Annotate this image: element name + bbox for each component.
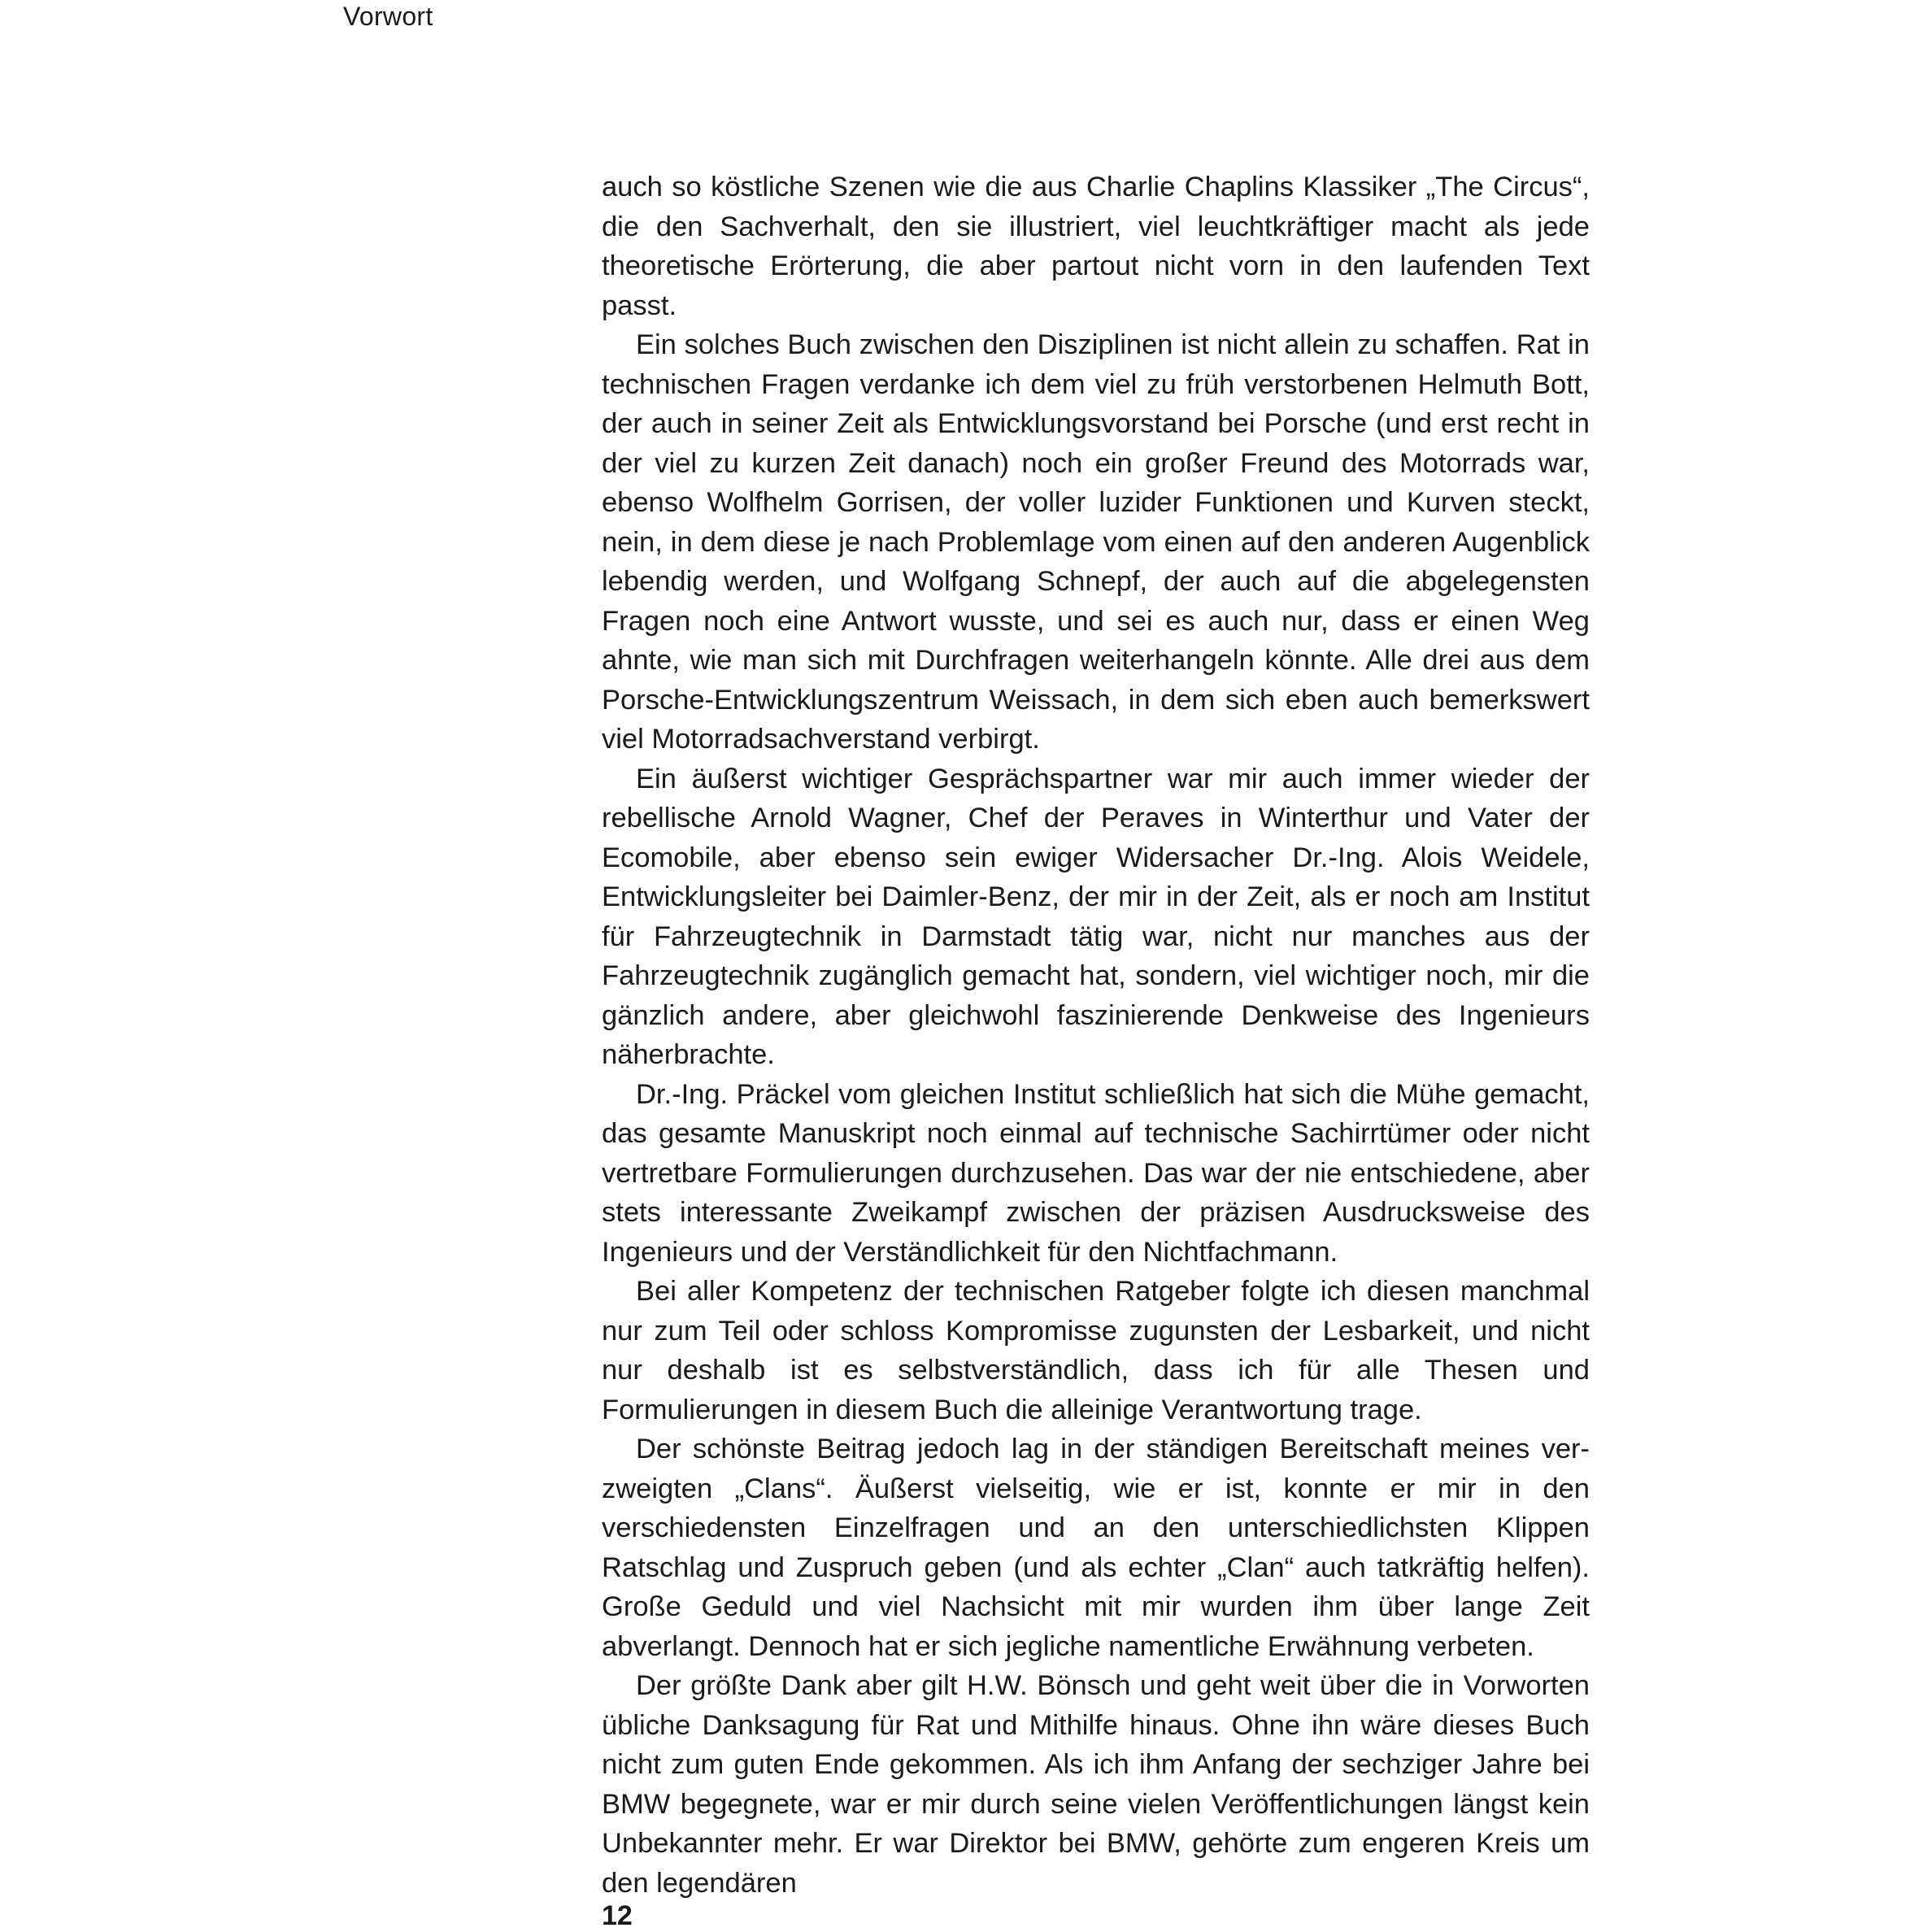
body-text: [602, 168, 1590, 1903]
page-number: 12: [602, 1900, 633, 1931]
running-head: Vorwort: [343, 2, 433, 31]
paragraph: Ein solches Buch zwischen den Disziplinen ist nicht allein zu schaffen. Rat in technischen Fragen verdanke ich dem viel zu früh verstorbenen Helmuth Bott, der auch in seiner Zeit als Entwicklungsvorstand bei Porsche (und erst recht in der viel zu kurzen Zeit danach) noch ein großer Freund des Motorrads war, ebenso Wolfhelm Gorrisen, der voller luzider Funktionen und Kurven steckt, nein, in dem diese je nach Problemlage vom einen auf den anderen Augenblick lebendig werden, und Wolfgang Schnepf, der auch auf die abgelegensten Fragen noch eine Antwort wusste, und sei es auch nur, dass er einen Weg ahnte, wie man sich mit Durchfragen weiterhangeln könnte. Alle drei aus dem Porsche-Entwicklungszentrum Weissach, in dem sich eben auch bemerkswert viel Motorradsachverstand verbirgt.: [602, 329, 1590, 755]
paragraph: Ein äußerst wichtiger Gesprächspartner war mir auch immer wieder der rebellische Arnold Wagner, Chef der Peraves in Winterthur und Vater der Ecomobile, aber ebenso sein ewiger Widersacher Dr.-Ing. Alois Weidele, Entwicklungsleiter bei Daimler-Benz, der mir in der Zeit, als er noch am Institut für Fahrzeugtechnik in Darmstadt tätig war, nicht nur manches aus der Fahrzeugtechnik zugänglich gemacht hat, sondern, viel wichtiger noch, mir die gänzlich andere, aber gleichwohl faszinierende Denkweise des Ingenieurs näherbrachte.: [602, 763, 1590, 1070]
paragraph: Bei aller Kompetenz der technischen Ratgeber folgte ich diesen manchmal nur zum Teil oder schloss Kompromisse zugunsten der Lesbarkeit, und nicht nur deshalb ist es selbstverständlich, dass ich für alle Thesen und Formulierungen in diesem Buch die alleinige Verantwortung trage.: [602, 1276, 1590, 1425]
paragraph: auch so köstliche Szenen wie die aus Charlie Chaplins Klassiker „The Circus“, die den Sachverhalt, den sie illustriert, viel leuchtkräftiger macht als jede theoretische Erörterung, die aber partout nicht vorn in den laufenden Text passt.: [602, 172, 1590, 321]
paragraph: Dr.-Ing. Präckel vom gleichen Institut schließlich hat sich die Mühe gemacht, das gesamte Manuskript noch einmal auf technische Sachirrtümer oder nicht vertretbare Formulierungen durchzusehen. Das war der nie entschiedene, aber stets interessante Zweikampf zwischen der präzisen Ausdrucksweise des Ingenieurs und der Verständlichkeit für den Nichtfachmann.: [602, 1078, 1590, 1268]
paragraph: Der größte Dank aber gilt H.W. Bönsch und geht weit über die in Vorworten übliche Danksagung für Rat und Mithilfe hinaus. Ohne ihn wäre dieses Buch nicht zum guten Ende gekommen. Als ich ihm Anfang der sechziger Jahre bei BMW begegnete, war er mir durch seine vielen Veröffentlichungen längst kein Unbekannter mehr. Er war Direktor bei BMW, gehörte zum engeren Kreis um den legendären: [602, 1670, 1590, 1899]
paragraph: Der schönste Beitrag jedoch lag in der ständigen Bereitschaft meines verzweigten „Clans“. Äußerst vielseitig, wie er ist, konnte er mir in den verschiedensten Einzelfragen und an den unterschiedlichsten Klippen Ratschlag und Zuspruch geben (und als echter „Clan“ auch tatkräftig helfen). Große Geduld und viel Nachsicht mit mir wurden ihm über lange Zeit abverlangt. Dennoch hat er sich jegliche namentliche Erwähnung verbeten.: [602, 1434, 1590, 1662]
